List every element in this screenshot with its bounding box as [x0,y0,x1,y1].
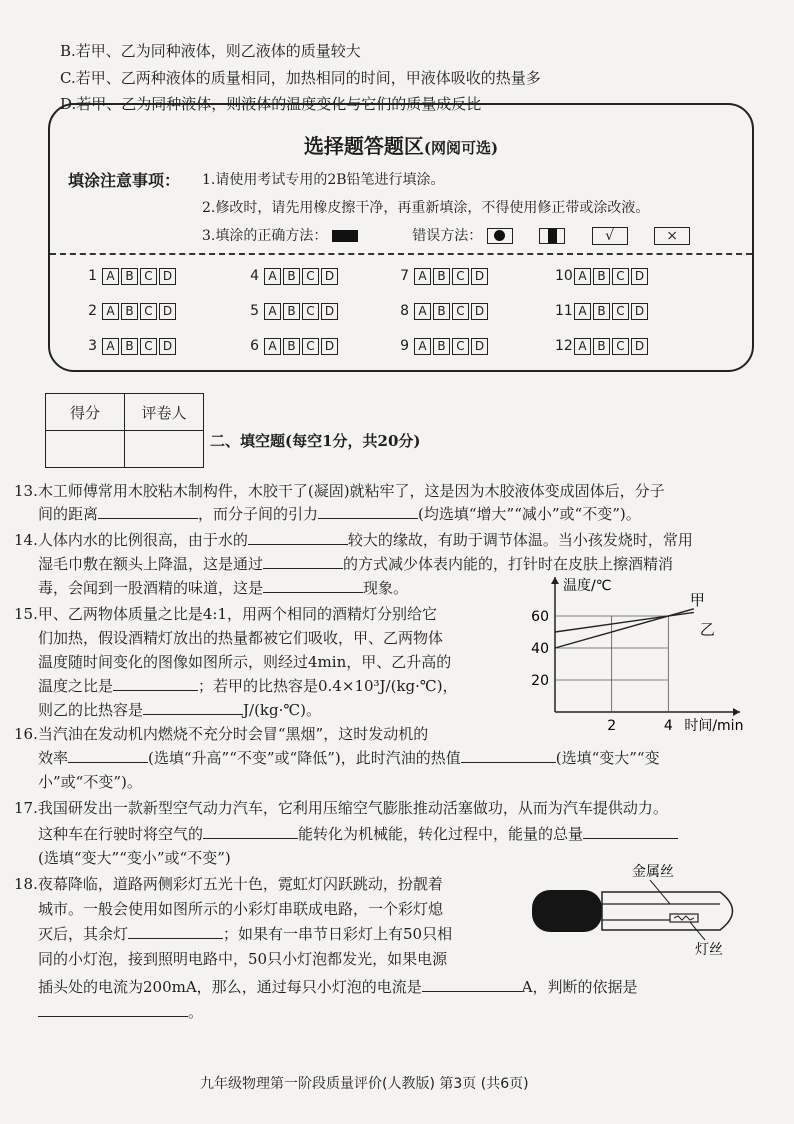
q13-blank2[interactable] [318,504,418,519]
x-tick-label: 2 [607,718,617,734]
q18-line2: 城市。一般会使用如图所示的小彩灯串联成电路，一个彩灯熄 [38,900,444,918]
answer-bubble-7-a[interactable]: A [414,268,431,285]
grader-cell[interactable] [125,431,204,468]
answer-bubble-5-b[interactable]: B [283,303,300,320]
correct-fill-sample [332,230,358,242]
q18-blank3[interactable] [38,1002,188,1017]
answer-row-2 [83,303,178,320]
q15-line5: 则乙的比热容是 J/(kg·℃)。 [38,701,322,719]
answer-bubble-12-b[interactable]: B [593,338,610,355]
q14-blank1[interactable] [248,530,348,545]
q18-blank2[interactable] [422,977,522,992]
question-number: 3 [88,338,97,354]
answer-area [48,103,754,372]
q14-blank3[interactable] [263,578,363,593]
bulb-base [532,890,602,932]
temperature-chart [520,572,760,742]
answer-row-1 [83,268,178,285]
question-number: 7 [400,268,409,284]
answer-bubble-10-c[interactable]: C [612,268,629,285]
answer-bubble-4-a[interactable]: A [264,268,281,285]
q16-blank2[interactable] [461,748,556,763]
question-number: 6 [250,338,259,354]
answer-bubble-7-d[interactable]: D [471,268,488,285]
q17-line3: (选填“变大”“变小”或“不变”) [38,849,231,867]
question-number: 1 [88,268,97,284]
series-label-0: 甲 [689,590,705,609]
q18-line6: 。 [38,1001,203,1022]
q15-line4: 温度之比是 ；若甲的比热容是0.4×10³J/(kg·℃)， [38,677,458,695]
wrong-check-sample: √ [592,227,628,245]
answer-bubble-10-d[interactable]: D [631,268,648,285]
answer-bubble-1-d[interactable]: D [159,268,176,285]
grader-header: 评卷人 [125,394,204,431]
wrong-cross-sample: × [654,227,690,245]
section-title: 二、填空题(每空1分，共20分) [210,432,421,450]
q13-line1: 13.木工师傅常用木胶粘木制构件，木胶干了(凝固)就粘牢了，这是因为木胶液体变成固体后，分子 [14,482,665,500]
question-number: 10 [555,268,573,284]
answer-bubble-3-a[interactable]: A [102,338,119,355]
answer-bubble-1-a[interactable]: A [102,268,119,285]
q15-blank2[interactable] [143,700,243,715]
answer-bubble-8-a[interactable]: A [414,303,431,320]
answer-row-5 [245,303,340,320]
answer-bubble-5-d[interactable]: D [321,303,338,320]
question-number: 8 [400,303,409,319]
answer-area-divider [50,253,752,255]
option-c: C.若甲、乙两种液体的质量相同，加热相同的时间，甲液体吸收的热量多 [60,69,541,87]
answer-bubble-9-d[interactable]: D [471,338,488,355]
wrong-dot-sample [487,228,513,244]
q17-line2: 这种车在行驶时将空气的 能转化为机械能，转化过程中，能量的总量 [38,823,678,844]
q18-line1: 18.夜幕降临，道路两侧彩灯五光十色，霓虹灯闪跃跳动，扮靓着 [14,875,443,893]
question-number: 9 [400,338,409,354]
answer-bubble-10-a[interactable]: A [574,268,591,285]
answer-bubble-11-d[interactable]: D [631,303,648,320]
q16-line1: 16.当汽油在发动机内燃烧不充分时会冒“黑烟”，这时发动机的 [14,725,429,743]
notice-label: 填涂注意事项： [68,171,181,190]
question-number: 11 [555,303,573,319]
answer-row-8 [395,303,490,320]
answer-bubble-1-b[interactable]: B [121,268,138,285]
answer-bubble-6-b[interactable]: B [283,338,300,355]
q14-line2: 湿毛巾敷在额头上降温，这是通过 的方式减少体表内能的，打针时在皮肤上擦酒精消 [38,555,674,573]
x-axis-label: 时间/min [684,718,744,734]
answer-row-3 [83,338,178,355]
answer-bubble-8-c[interactable]: C [452,303,469,320]
answer-row-7 [395,268,490,285]
q13-blank1[interactable] [98,504,198,519]
q18-line4: 同的小灯泡，接到照明电路中，50只小灯泡都发光，如果电源 [38,950,448,968]
answer-bubble-6-c[interactable]: C [302,338,319,355]
question-number: 12 [555,338,573,354]
answer-bubble-7-c[interactable]: C [452,268,469,285]
answer-bubble-4-c[interactable]: C [302,268,319,285]
answer-bubble-2-a[interactable]: A [102,303,119,320]
answer-bubble-2-d[interactable]: D [159,303,176,320]
label-filament: 灯丝 [695,942,723,958]
answer-area-title: 选择题答题区(网阅可选) [303,134,499,158]
q18-line3: 灭后，其余灯 ；如果有一串节日彩灯上有50只相 [38,925,453,943]
question-number: 4 [250,268,259,284]
q15-line3: 温度随时间变化的图像如图所示，则经过4min，甲、乙升高的 [38,653,452,671]
answer-bubble-2-c[interactable]: C [140,303,157,320]
answer-row-10 [555,268,650,285]
q16-line3: 小”或“不变”)。 [38,773,142,791]
q14-line1: 14.人体内水的比例很高，由于水的 较大的缘故，有助于调节体温。当小孩发烧时，常用 [14,531,693,549]
answer-bubble-12-d[interactable]: D [631,338,648,355]
answer-bubble-1-c[interactable]: C [140,268,157,285]
option-b: B.若甲、乙为同种液体，则乙液体的质量较大 [60,42,361,60]
series-label-1: 乙 [699,620,715,639]
answer-bubble-8-d[interactable]: D [471,303,488,320]
y-tick-label: 20 [531,673,549,689]
answer-bubble-9-b[interactable]: B [433,338,450,355]
q17-blank2[interactable] [583,824,678,839]
answer-bubble-4-b[interactable]: B [283,268,300,285]
q18-blank1[interactable] [128,924,223,939]
answer-bubble-3-c[interactable]: C [140,338,157,355]
answer-row-9 [395,338,490,355]
answer-bubble-4-d[interactable]: D [321,268,338,285]
notice-3: 3.填涂的正确方法： 错误方法： √ × [202,225,690,245]
answer-bubble-3-b[interactable]: B [121,338,138,355]
q18-line5: 插头处的电流为200mA，那么，通过每只小灯泡的电流是 A，判断的依据是 [38,978,638,996]
answer-bubble-9-a[interactable]: A [414,338,431,355]
wrong-partial-sample [539,228,565,244]
q15-blank1[interactable] [113,676,198,691]
page-footer: 九年级物理第一阶段质量评价(人教版) 第3页 (共6页) [200,1076,529,1092]
answer-bubble-8-b[interactable]: B [433,303,450,320]
q15-line2: 们加热，假设酒精灯放出的热量都被它们吸收，甲、乙两物体 [38,629,444,647]
answer-bubble-12-c[interactable]: C [612,338,629,355]
q14-line3: 毒，会闻到一股酒精的味道，这是 现象。 [38,579,409,597]
answer-bubble-7-b[interactable]: B [433,268,450,285]
y-tick-label: 60 [531,609,549,625]
answer-bubble-12-a[interactable]: A [574,338,591,355]
y-axis-label: 温度/℃ [563,578,612,594]
option-d: D.若甲、乙为同种液体，则液体的温度变化与它们的质量成反比 [60,95,482,113]
answer-bubble-6-a[interactable]: A [264,338,281,355]
answer-bubble-2-b[interactable]: B [121,303,138,320]
answer-row-6 [245,338,340,355]
notice-2: 2.修改时，请先用橡皮擦干净，再重新填涂，不得使用修正带或涂改液。 [202,200,650,216]
question-number: 5 [250,303,259,319]
q14-blank2[interactable] [263,554,343,569]
x-axis-arrow [733,708,740,716]
question-number: 2 [88,303,97,319]
answer-bubble-10-b[interactable]: B [593,268,610,285]
answer-bubble-5-a[interactable]: A [264,303,281,320]
q13-line2: 间的距离 ，而分子间的引力 (均选填“增大”“减小”或“不变”)。 [38,505,641,523]
bulb-illustration [520,862,770,962]
q17-blank1[interactable] [203,824,298,839]
bulb-glass [602,892,733,930]
q16-blank1[interactable] [68,748,148,763]
answer-row-4 [245,268,340,285]
notice-1: 1.请使用考试专用的2B铅笔进行填涂。 [202,172,445,188]
score-cell[interactable] [46,431,125,468]
answer-bubble-11-c[interactable]: C [612,303,629,320]
answer-row-11 [555,303,650,320]
y-tick-label: 40 [531,641,549,657]
answer-bubble-9-c[interactable]: C [452,338,469,355]
answer-bubble-6-d[interactable]: D [321,338,338,355]
y-axis-arrow [551,577,559,584]
answer-row-12 [555,338,650,355]
q17-line1: 17.我国研发出一款新型空气动力汽车，它利用压缩空气膨胀推动活塞做功，从而为汽车提供动力。 [14,799,668,817]
answer-bubble-5-c[interactable]: C [302,303,319,320]
score-table [45,393,204,468]
q16-line2: 效率 (选填“升高”“不变”或“降低”)，此时汽油的热值 (选填“变大”“变 [38,749,660,767]
score-header: 得分 [46,394,125,431]
q15-line1: 15.甲、乙两物体质量之比是4:1，用两个相同的酒精灯分别给它 [14,605,437,623]
answer-bubble-11-b[interactable]: B [593,303,610,320]
x-tick-label: 4 [663,718,673,734]
answer-bubble-3-d[interactable]: D [159,338,176,355]
label-metal-wire: 金属丝 [632,864,674,880]
answer-bubble-11-a[interactable]: A [574,303,591,320]
